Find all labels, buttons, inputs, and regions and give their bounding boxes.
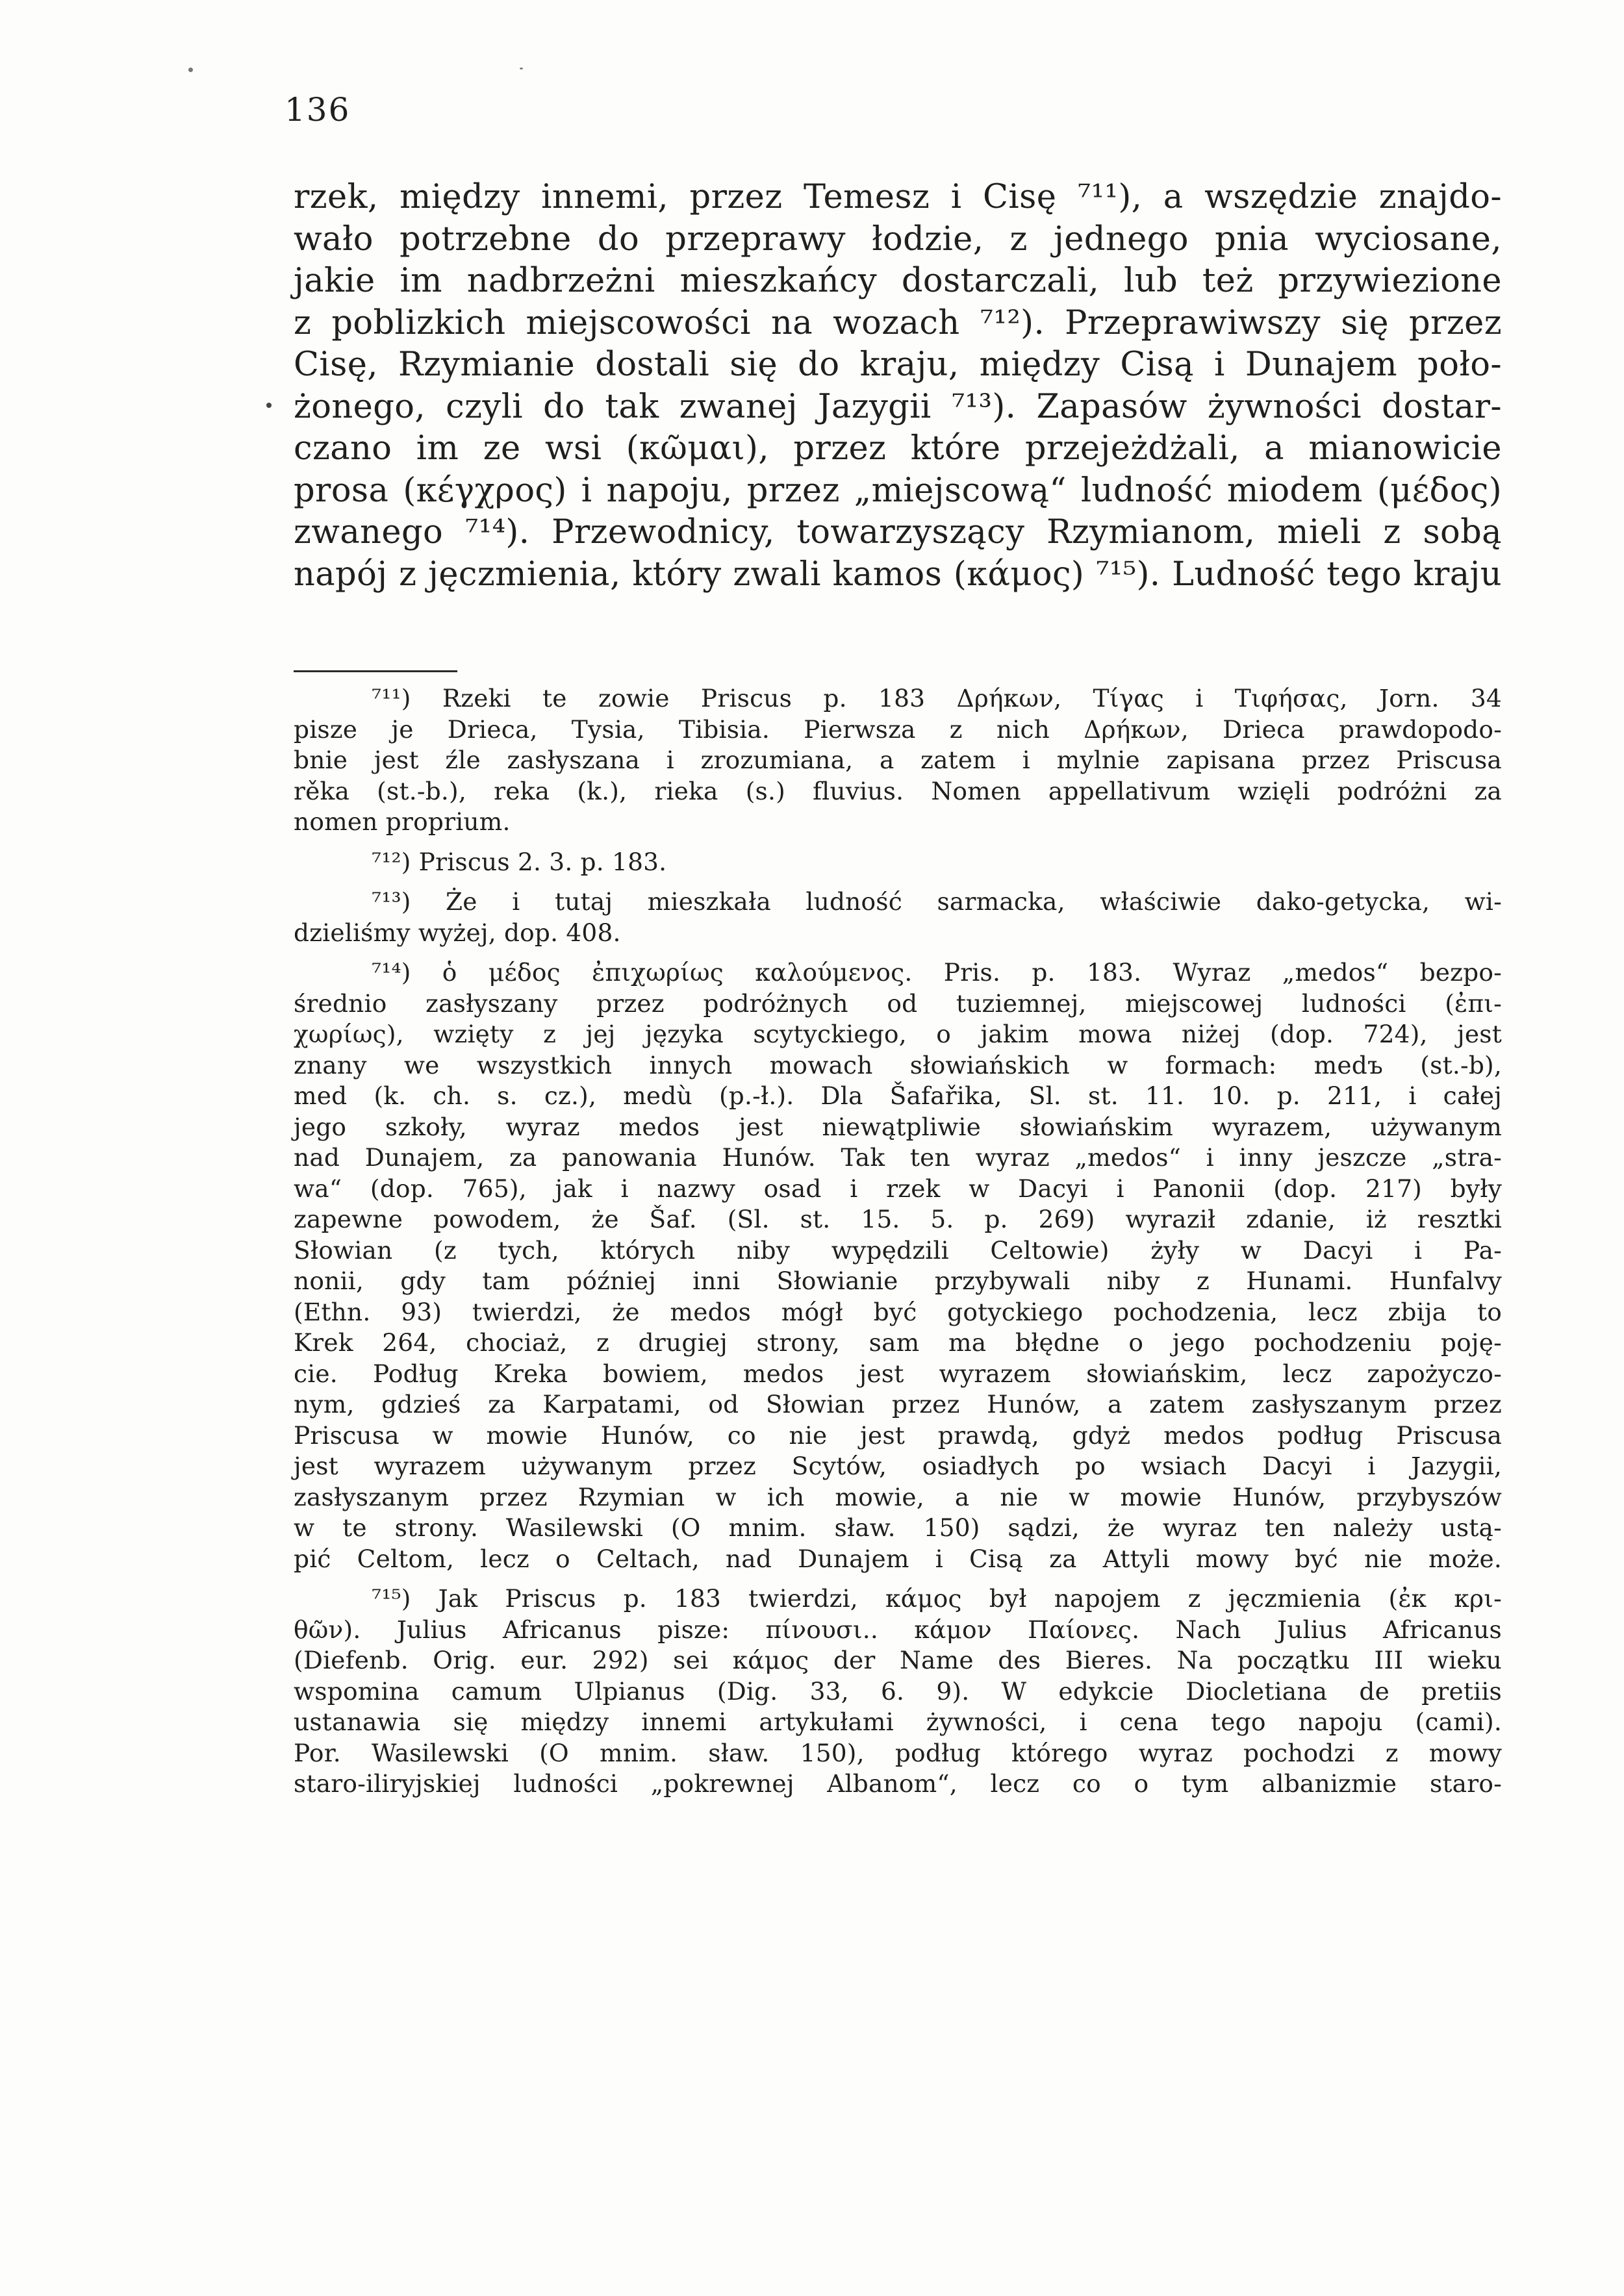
footnote-line: średnio zasłyszany przez podróżnych od tuziemnej, miejscowej ludności (ἐπι- [294,989,1502,1018]
footnote-line: ⁷¹⁴) ὁ μέδος ἐπιχωρίως καλούμενος. Pris. p. 183. Wyraz „medos“ bezpo- [372,958,1502,987]
footnote-line: pisze je Drieca, Tysia, Tibisia. Pierwsza z nich Δρήκων, Drieca prawdopodo- [294,714,1502,744]
main-text-block [294,177,1502,596]
main-text-line: zwanego ⁷¹⁴). Przewodnicy, towarzyszący Rzymianom, mieli z sobą [294,513,1502,551]
main-text-line: rzek, między innemi, przez Temesz i Cisę ⁷¹¹), a wszędzie znajdo- [294,178,1502,216]
footnotes-block [294,683,1502,1800]
page-number: 136 [285,91,351,129]
footnote-line: Por. Wasilewski (O mnim. sław. 150), podług którego wyraz pochodzi z mowy [294,1738,1502,1767]
footnote-line: nad Dunajem, za panowania Hunów. Tak ten wyraz „medos“ i inny jeszcze „stra- [294,1143,1502,1172]
footnote-line: zasłyszanym przez Rzymian w ich mowie, a nie w mowie Hunów, przybyszów [294,1482,1502,1511]
footnote-line: dzieliśmy wyżej, dop. 408. [294,918,621,947]
footnote-711 [294,683,1502,838]
footnote-line: χωρίως), wzięty z jej języka scytyckiego, o jakim mowa niżej (dop. 724), jest [294,1020,1502,1048]
main-text-line: żonego, czyli do tak zwanej Jazygii ⁷¹³). Zapasów żywności dostar- [294,387,1502,426]
footnote-line: wspomina camum Ulpianus (Dig. 33, 6. 9). W edykcie Diocletiana de pretiis [294,1676,1502,1706]
main-text-line: prosa (κέγχρος) i napoju, przez „miejscową“ ludność miodem (μέδος) [294,471,1502,510]
footnote-line: (Diefenb. Orig. eur. 292) sei κάμος der Name des Bieres. Na początku III wieku [294,1646,1502,1674]
footnote-line: nonii, gdy tam później inni Słowianie przybywali niby z Hunami. Hunfalvy [294,1267,1502,1295]
main-text-line: napój z jęczmienia, który zwali kamos (κάμος) ⁷¹⁵). Ludność tego kraju [294,555,1502,594]
footnote-line: nomen proprium. [294,807,511,836]
footnote-line: (Ethn. 93) twierdzi, że medos mógł być gotyckiego pochodzenia, lecz zbija to [294,1297,1502,1326]
footnote-line: ustanawia się między innemi artykułami żywności, i cena tego napoju (cami). [294,1708,1502,1736]
footnote-line: bnie jest źle zasłyszana i zrozumiana, a zatem i mylnie zapisana przez Priscusa [294,746,1502,774]
margin-speck [188,68,193,72]
footnote-line: cie. Podług Kreka bowiem, medos jest wyrazem słowiańskim, lecz zapożyczo- [294,1359,1502,1388]
footnote-line: ⁷¹¹) Rzeki te zowie Priscus p. 183 Δρήκων, Τίγας i Τιφήσας, Jorn. 34 [372,684,1502,713]
main-text-line: czano im ze wsi (κῶμαι), przez które przejeżdżali, a mianowicie [294,429,1502,468]
footnote-line: ⁷¹²) Priscus 2. 3. p. 183. [372,847,667,876]
footnote-line: zapewne powodem, że Šaf. (Sl. st. 15. 5. p. 269) wyraził zdanie, iż resztki [294,1205,1502,1233]
margin-speck [520,68,523,69]
footnote-line: wa“ (dop. 765), jak i nazwy osad i rzek w Dacyi i Panonii (dop. 217) były [294,1174,1502,1203]
footnote-715 [294,1583,1502,1800]
footnote-713 [294,887,1502,948]
footnote-line: ⁷¹³) Że i tutaj mieszkała ludność sarmacka, właściwie dako-getycka, wi- [372,887,1502,916]
footnote-line: pić Celtom, lecz o Celtach, nad Dunajem i Cisą za Attyli mowy być nie może. [294,1544,1502,1573]
footnote-line: ⁷¹⁵) Jak Priscus p. 183 twierdzi, κάμος był napojem z jęczmienia (ἐκ κρι- [372,1584,1502,1613]
footnote-line: med (k. ch. s. cz.), medù (p.-ł.). Dla Šafařika, Sl. st. 11. 10. p. 211, i całej [294,1081,1502,1110]
main-text-line: wało potrzebne do przeprawy łodzie, z jednego pnia wyciosane, [294,220,1502,259]
footnote-separator [294,670,457,672]
footnote-line: znany we wszystkich innych mowach słowiańskich w formach: medъ (st.-b), [294,1050,1502,1079]
footnote-line: θῶν). Julius Africanus pisze: πίνουσι.. κάμον Παίονες. Nach Julius Africanus [294,1615,1502,1644]
footnote-714 [294,957,1502,1574]
footnote-712 [294,847,1502,878]
footnote-line: Krek 264, chociaż, z drugiej strony, sam ma błędne o jego pochodzeniu poję- [294,1328,1502,1357]
main-text-line: jakie im nadbrzeżni mieszkańcy dostarczali, lub też przywiezione [294,262,1502,300]
footnote-line: Priscusa w mowie Hunów, co nie jest prawdą, gdyż medos podług Priscusa [294,1420,1502,1450]
main-text-line: z poblizkich miejscowości na wozach ⁷¹²). Przeprawiwszy się przez [294,303,1502,342]
footnote-line: jego szkoły, wyraz medos jest niewątpliwie słowiańskim wyrazem, używanym [294,1112,1502,1141]
footnote-line: jest wyrazem używanym przez Scytów, osiadłych po wsiach Dacyi i Jazygii, [294,1452,1502,1480]
footnote-line: w te strony. Wasilewski (O mnim. sław. 150) sądzi, że wyraz ten należy ustą- [294,1513,1502,1542]
main-text-line: Cisę, Rzymianie dostali się do kraju, między Cisą i Dunajem poło- [294,346,1502,384]
footnote-line: nym, gdzieś za Karpatami, od Słowian przez Hunów, a zatem zasłyszanym przez [294,1390,1502,1419]
margin-bullet [266,403,272,408]
footnote-line: rěka (st.-b.), reka (k.), rieka (s.) fluvius. Nomen appellativum wzięli podróżni za [294,776,1502,805]
footnote-line: Słowian (z tych, których niby wypędzili Celtowie) żyły w Dacyi i Pa- [294,1235,1502,1265]
footnote-line: staro-iliryjskiej ludności „pokrewnej Albanom“, lecz co o tym albanizmie staro- [294,1769,1502,1798]
